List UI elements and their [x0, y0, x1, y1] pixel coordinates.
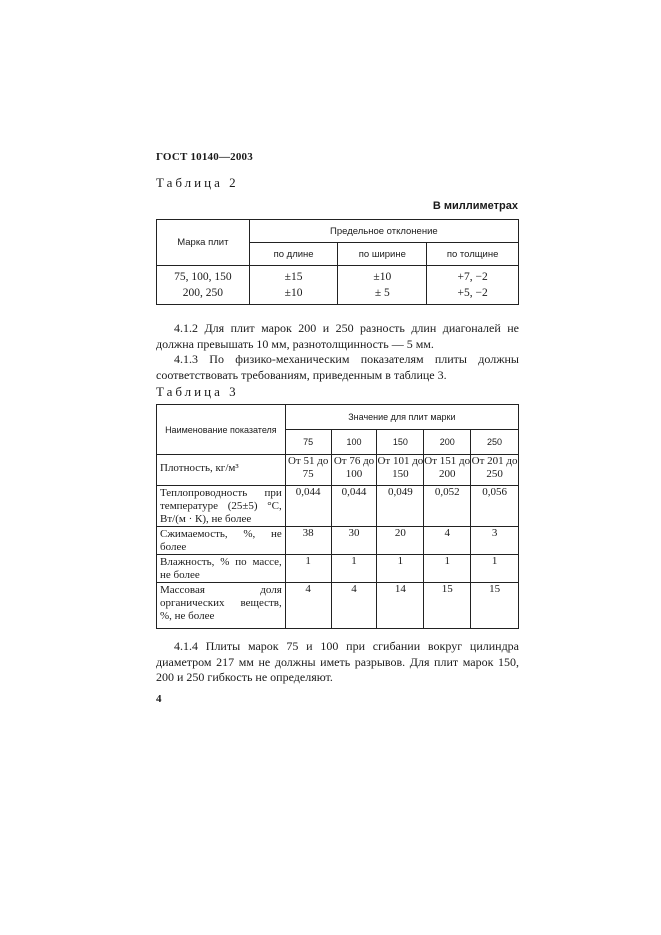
table-2-length-values: ±15 ±10 — [249, 266, 338, 305]
table-2-header-thickness: по толщине — [427, 243, 519, 266]
table-3 — [156, 404, 519, 629]
table-2-width-values: ±10 ± 5 — [338, 266, 427, 305]
table-3-row-compressibility: Сжимаемость, %, не более 38 30 20 4 3 — [157, 527, 519, 555]
table-2 — [156, 219, 519, 305]
table-2-header-width: по ширине — [338, 243, 427, 266]
table-2-header-deviation: Предельное отклонение — [249, 220, 518, 243]
paragraph-4-1-4: 4.1.4 Плиты марок 75 и 100 при сгибании вокруг цилиндра диаметром 217 мм не должны иметь разрывов. Для плит марок 150, 200 и 250 гибкость не определяют. — [156, 639, 519, 684]
paragraph-4-1-2: 4.1.2 Для плит марок 200 и 250 разность длин диагоналей не должна превышать 10 мм, разнотолщинность — 5 мм. — [156, 321, 519, 351]
table-2-units: В миллиметрах — [432, 200, 518, 212]
table-3-grade-250: 250 — [471, 430, 519, 455]
table-2-thickness-values: +7, −2 +5, −2 — [427, 266, 519, 305]
page-number: 4 — [156, 693, 162, 705]
table-2-header-length: по длине — [249, 243, 338, 266]
table-3-row-organic: Массовая доля органических веществ, %, не более 4 4 14 15 15 — [157, 583, 519, 629]
table-3-grade-75: 75 — [285, 430, 331, 455]
table-3-grade-200: 200 — [424, 430, 471, 455]
table-3-grade-150: 150 — [377, 430, 424, 455]
table-3-grade-100: 100 — [331, 430, 377, 455]
table-2-brands: 75, 100, 150 200, 250 — [157, 266, 250, 305]
table-3-row-moisture: Влажность, % по массе, не более 1 1 1 1 1 — [157, 555, 519, 583]
paragraph-4-1-3: 4.1.3 По физико-механическим показателям плиты должны соответствовать требованиям, приведенным в таблице 3. — [156, 352, 519, 382]
table-3-row-density: Плотность, кг/м³ От 51 до 75 От 76 до 100 От 101 до 150 От 151 до 200 От 201 до 250 — [157, 455, 519, 486]
table-2-header-brand: Марка плит — [157, 220, 250, 266]
table-3-row-conductivity: Теплопроводность при температуре (25±5) °С, Вт/(м · К), не более 0,044 0,044 0,049 0,052 0,056 — [157, 486, 519, 527]
table-2-values — [157, 266, 519, 305]
table-3-caption: Таблица 3 — [156, 384, 239, 399]
table-3-header-value: Значение для плит марки — [285, 405, 518, 430]
table-2-caption: Таблица 2 — [156, 175, 239, 190]
document-code: ГОСТ 10140—2003 — [156, 151, 253, 163]
table-3-header-name: Наименование показателя — [157, 405, 286, 455]
